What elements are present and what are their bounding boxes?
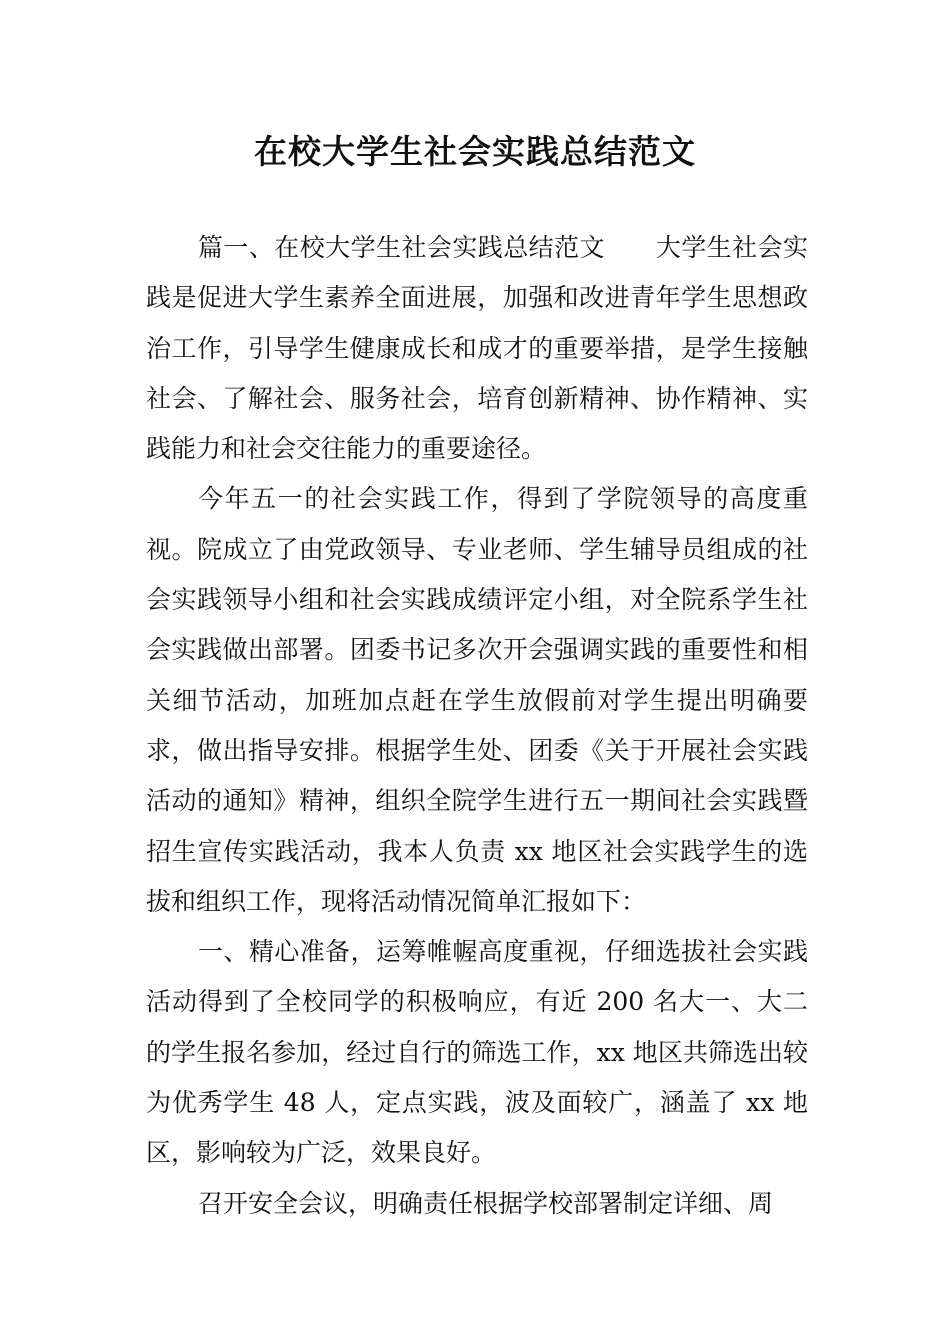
paragraph-2: 今年五一的社会实践工作，得到了学院领导的高度重视。院成立了由党政领导、专业老师、学生辅导员组成的社会实践领导小组和社会实践成绩评定小组，对全院系学生社会实践做出部署。团委书记多次开会强调实践的重要性和相关细节活动，加班加点赶在学生放假前对学生提出明确要求，做出指导安排。根据学生处、团委《关于开展社会实践活动的通知》精神，组织全院学生进行五一期间社会实践暨招生宣传实践活动，我本人负责 xx 地区社会实践学生的选拔和组织工作，现将活动情况简单汇报如下： [146, 484, 808, 916]
paragraph-1: 篇一、在校大学生社会实践总结范文 大学生社会实践是促进大学生素养全面进展，加强和改进青年学生思想政治工作，引导学生健康成长和成才的重要举措，是学生接触社会、了解社会、服务社会，培育创新精神、协作精神、实践能力和社会交往能力的重要途径。 [146, 233, 808, 464]
paragraph-3: 一、精心准备，运筹帷幄高度重视，仔细选拔社会实践活动得到了全校同学的积极响应，有近 200 名大一、大二的学生报名参加，经过自行的筛选工作，xx 地区共筛选出较为优秀学生 48 人，定点实践，波及面较广，涵盖了 xx 地区，影响较为广泛，效果良好。 [146, 937, 808, 1168]
document-body [146, 223, 808, 1229]
document-title: 在校大学生社会实践总结范文 [254, 132, 696, 171]
paragraph-4: 召开安全会议，明确责任根据学校部署制定详细、周 [198, 1188, 774, 1218]
